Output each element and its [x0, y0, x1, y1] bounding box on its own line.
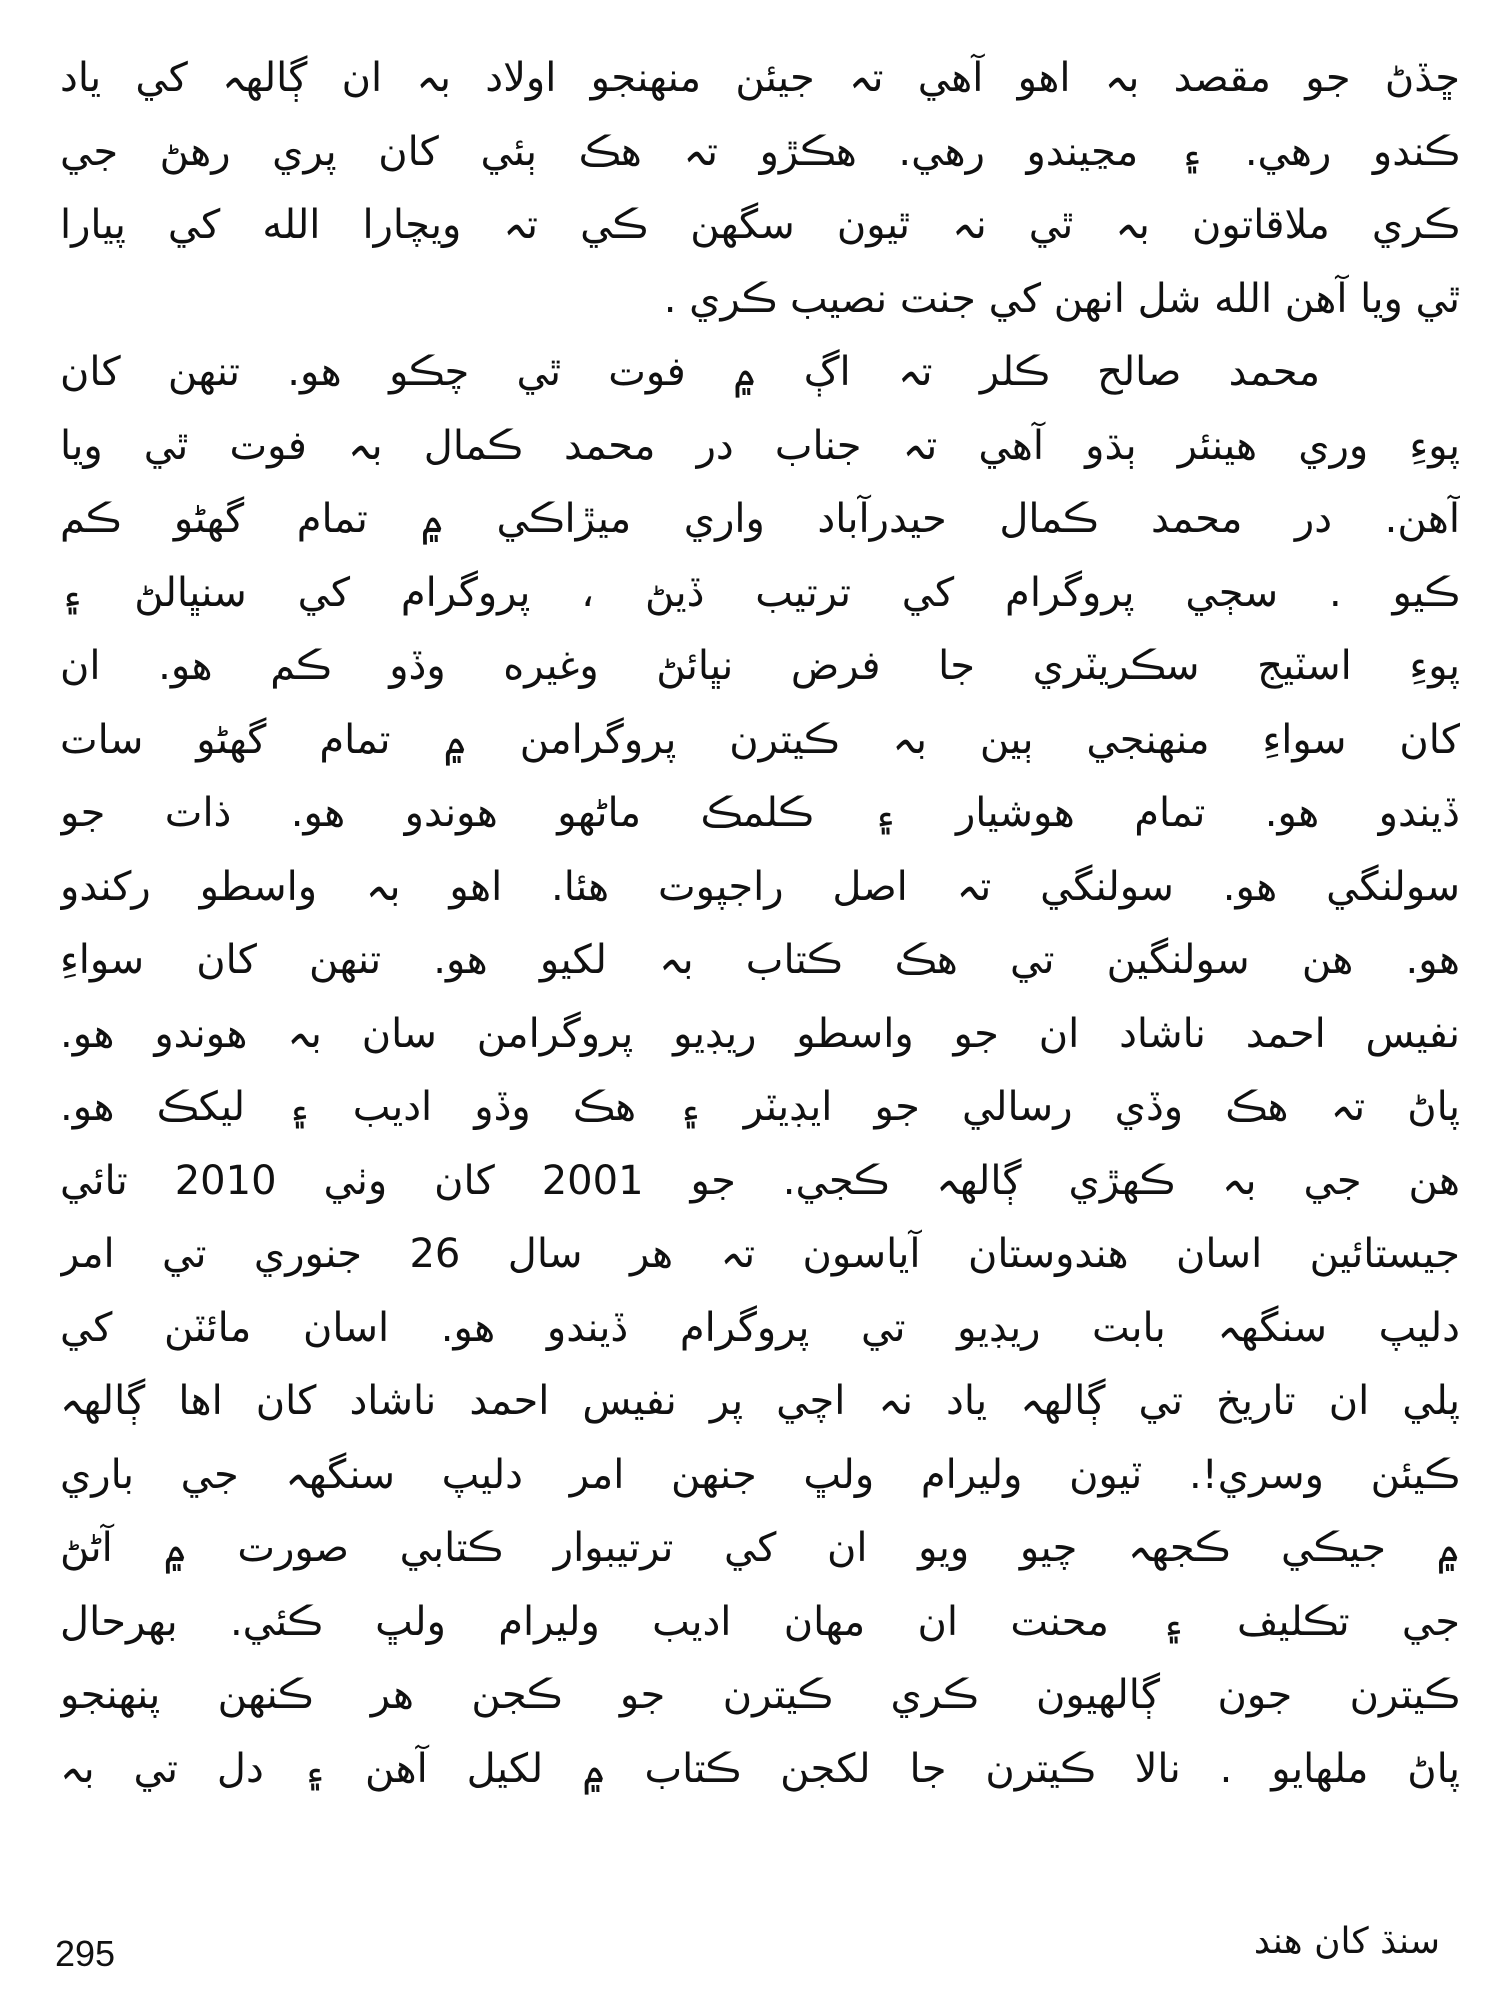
running-footer-title: سنڌ کان هند: [1253, 1921, 1440, 1962]
text-line: ٿي ويا آهن الله شل انهن کي جنت نصيب ڪري .: [663, 275, 1460, 322]
text-line: ۾ جيڪي ڪجهہ چيو ويو ان کي ترتيبوار ڪتابي صورت ۾ آڻڻ: [60, 1525, 1460, 1571]
text-line: ڪندو رهي. ۽ مڃيندو رهي. هڪڙو تہ هڪ ٻئي کان پري رهڻ جي: [60, 128, 1460, 175]
page-number: 295: [55, 1933, 116, 1974]
text-line: ڪيو . سڄي پروگرام کي ترتيب ڏيڻ ، پروگرام کي سنڀالڻ ۽: [60, 569, 1460, 616]
text-line: پاڻ تہ هڪ وڏي رسالي جو ايڊيٽر ۽ هڪ وڏو اديب ۽ ليکڪ هو.: [60, 1084, 1460, 1130]
text-line: نفيس احمد ناشاد ان جو واسطو ريڊيو پروگرامن سان بہ هوندو هو.: [60, 1010, 1460, 1057]
text-line: پوءِ اسٽيج سڪريٽري جا فرض نڀائڻ وغيره وڏو ڪم هو. ان: [60, 643, 1460, 689]
text-line: ڏيندو هو. تمام هوشيار ۽ ڪلمڪ ماڻهو هوندو هو. ذات جو: [60, 790, 1460, 836]
text-line: جيستائين اسان هندوستان آياسون تہ هر سال 26 جنوري تي امر: [60, 1231, 1460, 1277]
text-line: جي تڪليف ۽ محنت ان مهان اديب وليرام ولڀ ڪئي. بهرحال: [60, 1598, 1460, 1645]
text-line: هو. هن سولنگين تي هڪ ڪتاب بہ لکيو هو. تنهن کان سواءِ: [60, 937, 1460, 983]
text-line: دليپ سنگهہ بابت ريڊيو تي پروگرام ڏيندو هو. اسان مائٽن کي: [60, 1304, 1460, 1351]
paragraph-start-line: محمد صالح ڪلر تہ اڳ ۾ فوت ٿي چڪو هو. تنهن کان: [60, 349, 1320, 395]
text-line: آهن. در محمد ڪمال حيدرآباد واري ميڙاڪي ۾ تمام گهڻو ڪم: [60, 496, 1460, 542]
text-line: ڪيترن جون ڳالهيون ڪري ڪيترن جو ڪجن هر ڪنهن پنهنجو: [60, 1672, 1460, 1718]
text-line: ڇڏڻ جو مقصد بہ اهو آهي تہ جيئن منهنجو اولاد بہ ان ڳالهہ کي ياد: [60, 55, 1460, 101]
body-text: [60, 42, 1460, 1806]
text-line: پاڻ ملهايو . نالا ڪيترن جا لکجن ڪتاب ۾ لکيل آهن ۽ دل تي بہ: [60, 1745, 1460, 1792]
text-line: ڪيئن وسري!. ٽيون وليرام ولڀ جنهن امر دليپ سنگهہ جي باري: [60, 1451, 1460, 1498]
text-line: ڪري ملاقاتون بہ ٿي نہ ٿيون سگهن ڪي تہ ويچارا الله کي پيارا: [60, 202, 1460, 248]
text-line: پلي ان تاريخ تي ڳالهہ ياد نہ اچي پر نفيس احمد ناشاد کان اها ڳالهہ: [60, 1378, 1460, 1424]
text-line: کان سواءِ منهنجي ٻين بہ ڪيترن پروگرامن ۾ تمام گهڻو سات: [60, 716, 1460, 763]
text-line: پوءِ وري هينئر ٻڌو آهي تہ جناب در محمد ڪمال بہ فوت ٿي ويا: [60, 422, 1460, 469]
text-line: سولنگي هو. سولنگي تہ اصل راجپوت هئا. اهو بہ واسطو رکندو: [60, 863, 1460, 910]
text-line: هن جي بہ ڪهڙي ڳالهہ ڪجي. جو 2001 کان وٺي 2010 تائي: [60, 1157, 1460, 1204]
